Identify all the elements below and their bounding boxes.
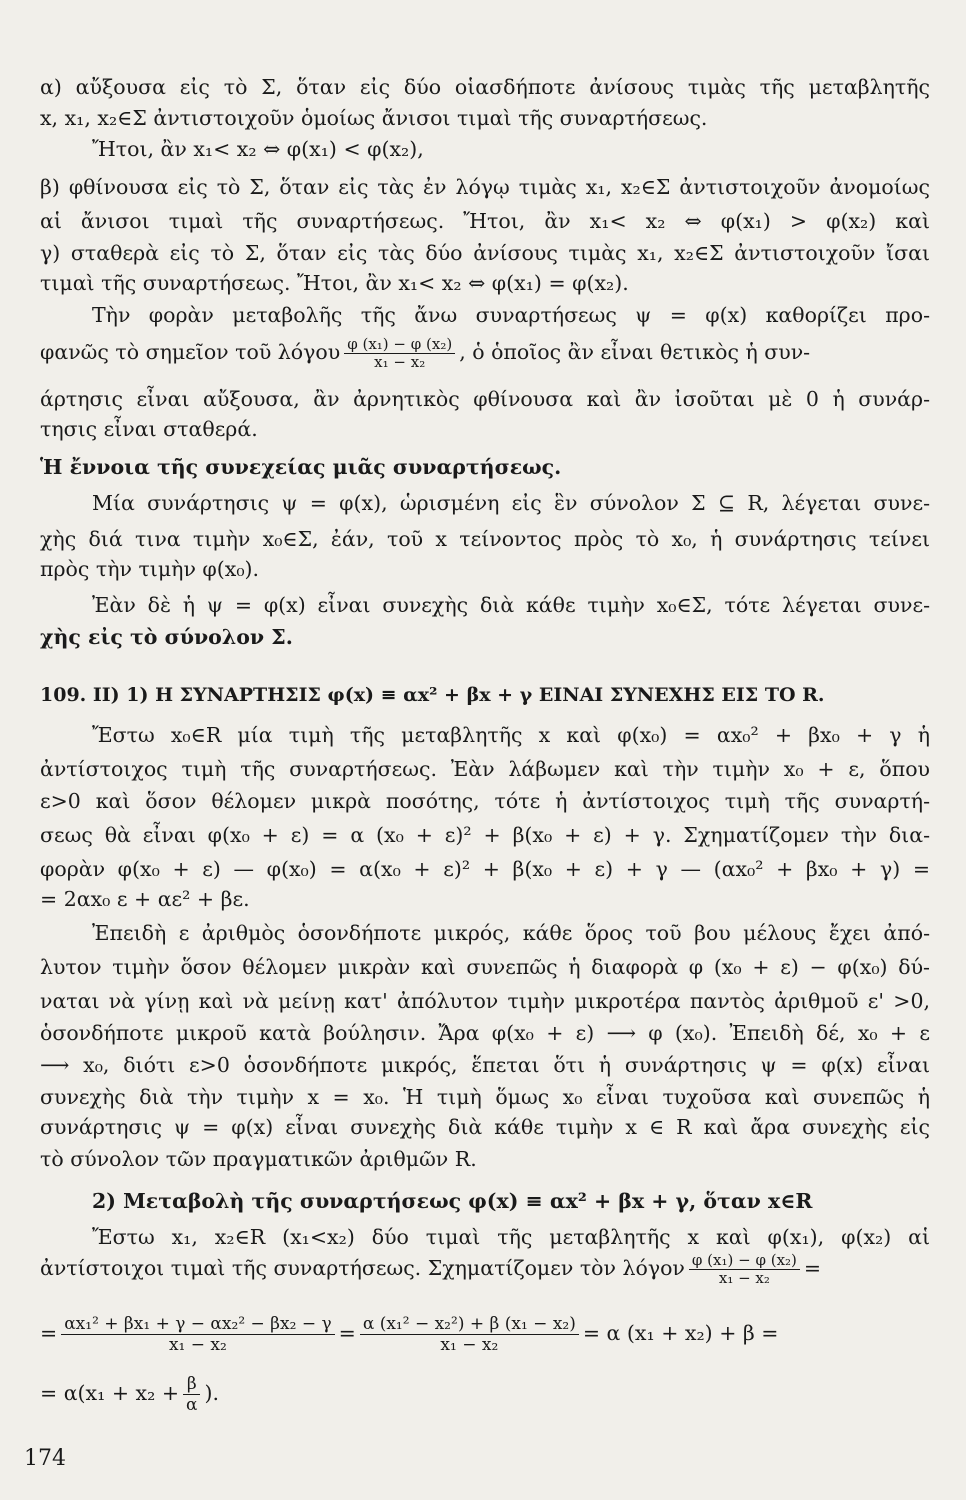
fraction-numerator: α (x₁² − x₂²) + β (x₁ − x₂): [360, 1314, 579, 1335]
fraction-denominator: x₁ − x₂: [168, 1335, 227, 1355]
text-line: Ἔστω x₀∈R μία τιμὴ τῆς μεταβλητῆς x καὶ φ(x₀) = αx₀² + βx₀ + γ ἡ: [92, 723, 930, 747]
text-line: σεως θὰ εἶναι φ(x₀ + ε) = α (x₀ + ε)² + β(x₀ + ε) + γ. Σχηματίζομεν τὴν δια-: [40, 823, 930, 847]
section-heading: Ἡ ἔννοια τῆς συνεχείας μιᾶς συναρτήσεως.: [40, 455, 562, 479]
text-line: Ἐπειδὴ ε ἀριθμὸς ὁσονδήποτε μικρός, κάθε ὅρος τοῦ βου μέλους ἔχει ἀπό-: [92, 921, 930, 945]
text-line: ε>0 καὶ ὅσον θέλομεν μικρὰ ποσότης, τότε ἡ ἀντίστοιχος τιμὴ τῆς συναρτή-: [40, 789, 930, 813]
fraction-denominator: α: [186, 1395, 198, 1415]
fraction-numerator: αx₁² + βx₁ + γ − αx₂² − βx₂ − γ: [61, 1314, 334, 1335]
equation-line: [40, 1374, 930, 1415]
text-line: πρὸς τὴν τιμὴν φ(x₀).: [40, 557, 260, 581]
text-fragment: ).: [204, 1381, 219, 1405]
fraction-numerator: β: [183, 1374, 200, 1395]
text-line: ⟶ x₀, διότι ε>0 ὁσονδήποτε μικρός, ἕπεται ὅτι ἡ συνάρτησις ψ = φ(x) εἶναι: [40, 1053, 930, 1077]
text-line: φορὰν φ(x₀ + ε) — φ(x₀) = α(x₀ + ε)² + β(x₀ + ε) + γ — (αx₀² + βx₀ + γ) =: [40, 857, 930, 881]
text-fragment: ἀντίστοιχοι τιμαὶ τῆς συναρτήσεως. Σχηματίζομεν τὸν λόγον: [40, 1256, 685, 1280]
text-fragment: , ὁ ὁποῖος ἂν εἶναι θετικὸς ἡ συν-: [459, 340, 811, 364]
text-line: ἀντίστοιχος τιμὴ τῆς συναρτήσεως. Ἐὰν λάβωμεν καὶ τὴν τιμὴν x₀ + ε, ὅπου: [40, 757, 930, 781]
text-line: Ἤτοι, ἂν x₁< x₂ ⇔ φ(x₁) < φ(x₂),: [92, 137, 424, 161]
text-fragment: =: [803, 1256, 822, 1280]
text-line: τὸ σύνολον τῶν πραγματικῶν ἀριθμῶν R.: [40, 1147, 477, 1171]
page-number: 174: [24, 1446, 66, 1471]
section-heading: 109. II) 1) Η ΣΥΝΑΡΤΗΣΙΣ φ(x) ≡ αx² + βx + γ ΕΙΝΑΙ ΣΥΝΕΧΗΣ ΕΙΣ ΤΟ R.: [40, 684, 825, 706]
text-line: συνεχὴς διὰ τὴν τιμὴν x = x₀. Ἡ τιμὴ ὅμως x₀ εἶναι τυχοῦσα καὶ συνεπῶς ἡ: [40, 1085, 930, 1109]
text-line: γ) σταθερὰ εἰς τὸ Σ, ὅταν εἰς τὰς δύο ἀνίσους τιμὰς x₁, x₂∈Σ ἀντιστοιχοῦν ἴσαι: [40, 241, 930, 265]
equation-line: [40, 1314, 930, 1355]
text-line: τησις εἶναι σταθερά.: [40, 417, 258, 441]
text-line: ναται νὰ γίνῃ καὶ νὰ μείνῃ κατ' ἀπόλυτον τιμὴν μικροτέρα παντὸς ἀριθμοῦ ε' >0,: [40, 989, 930, 1013]
text-fragment: = α(x₁ + x₂ +: [40, 1381, 179, 1405]
text-fragment: =: [338, 1321, 356, 1345]
text-line: χὴς διά τινα τιμὴν x₀∈Σ, ἐάν, τοῦ x τείνοντος πρὸς τὸ x₀, ἡ συνάρτησις τείνει: [40, 527, 930, 551]
text-line: Τὴν φορὰν μεταβολῆς τῆς ἄνω συναρτήσεως ψ = φ(x) καθορίζει προ-: [92, 303, 930, 327]
section-heading: 2) Μεταβολὴ τῆς συναρτήσεως φ(x) ≡ αx² + βx + γ, ὅταν x∈R: [92, 1189, 813, 1213]
fraction: [183, 1374, 200, 1415]
text-fragment: =: [40, 1321, 58, 1345]
text-line: αἱ ἄνισοι τιμαὶ τῆς συναρτήσεως. Ἤτοι, ἂν x₁< x₂ ⇔ φ(x₁) > φ(x₂) καὶ: [40, 209, 931, 233]
fraction: [360, 1314, 579, 1355]
fraction-denominator: x₁ − x₂: [718, 1269, 770, 1287]
text-line: Ἔστω x₁, x₂∈R (x₁<x₂) δύο τιμαὶ τῆς μεταβλητῆς x καὶ φ(x₁), φ(x₂) αἱ: [92, 1225, 930, 1249]
fraction: [689, 1252, 800, 1287]
fraction: [344, 336, 455, 371]
fraction-denominator: x₁ − x₂: [440, 1335, 499, 1355]
text-line-with-fraction: [40, 1252, 930, 1287]
fraction-denominator: x₁ − x₂: [374, 353, 426, 371]
text-line: λυτον τιμὴν ὅσον θέλομεν μικρὰν καὶ συνεπῶς ἡ διαφορὰ φ (x₀ + ε) − φ(x₀) δύ-: [40, 955, 930, 979]
text-line: τιμαὶ τῆς συναρτήσεως. Ἤτοι, ἂν x₁< x₂ ⇔ φ(x₁) = φ(x₂).: [40, 271, 629, 295]
text-fragment: = α (x₁ + x₂) + β =: [582, 1321, 779, 1345]
text-line: χὴς εἰς τὸ σύνολον Σ.: [40, 625, 293, 649]
fraction-numerator: φ (x₁) − φ (x₂): [689, 1252, 800, 1270]
text-line-with-fraction: [40, 336, 930, 371]
text-line: Ἐὰν δὲ ἡ ψ = φ(x) εἶναι συνεχὴς διὰ κάθε τιμὴν x₀∈Σ, τότε λέγεται συνε-: [92, 593, 930, 617]
text-line: x, x₁, x₂∈Σ ἀντιστοιχοῦν ὁμοίως ἄνισοι τιμαὶ τῆς συναρτήσεως.: [40, 106, 708, 130]
text-line: β) φθίνουσα εἰς τὸ Σ, ὅταν εἰς τὰς ἐν λόγῳ τιμὰς x₁, x₂∈Σ ἀντιστοιχοῦν ἀνομοίως: [40, 175, 930, 199]
text-line: ὁσονδήποτε μικροῦ κατὰ βούλησιν. Ἄρα φ(x₀ + ε) ⟶ φ (x₀). Ἐπειδὴ δέ, x₀ + ε: [40, 1021, 930, 1045]
text-line: Μία συνάρτησις ψ = φ(x), ὡρισμένη εἰς ἓν σύνολον Σ ⊆ R, λέγεται συνε-: [92, 491, 930, 515]
fraction-numerator: φ (x₁) − φ (x₂): [344, 336, 455, 354]
text-line: άρτησις εἶναι αὔξουσα, ἂν ἀρνητικὸς φθίνουσα καὶ ἂν ἰσοῦται μὲ 0 ἡ συνάρ-: [40, 387, 930, 411]
text-line: α) αὔξουσα εἰς τὸ Σ, ὅταν εἰς δύο οἱασδήποτε ἀνίσους τιμὰς τῆς μεταβλητῆς: [40, 75, 930, 99]
fraction: [61, 1314, 334, 1355]
text-fragment: φανῶς τὸ σημεῖον τοῦ λόγου: [40, 340, 341, 364]
text-line: = 2αx₀ ε + αε² + βε.: [40, 887, 250, 911]
text-line: συνάρτησις ψ = φ(x) εἶναι συνεχὴς διὰ κάθε τιμὴν x ∈ R καὶ ἄρα συνεχὴς εἰς: [40, 1115, 930, 1139]
